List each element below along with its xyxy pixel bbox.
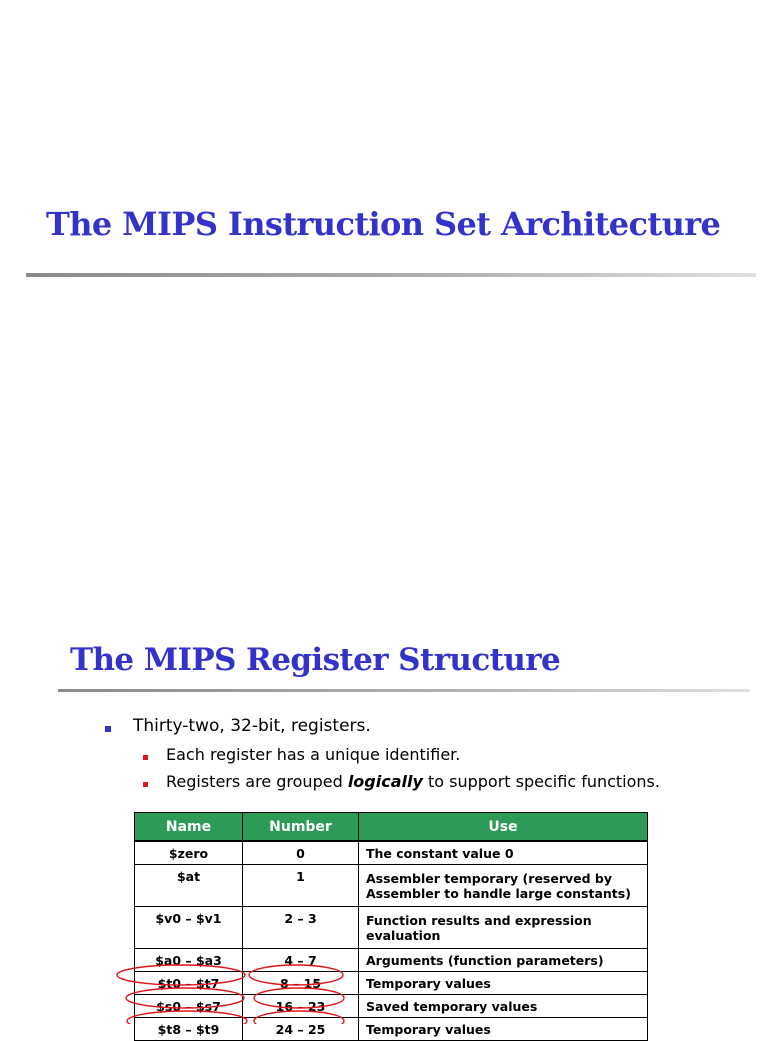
register-name: $zero [135, 841, 243, 865]
register-number: 24 – 25 [243, 1018, 359, 1041]
register-name: $a0 – $a3 [135, 949, 243, 972]
register-name: $at [135, 865, 243, 907]
register-number: 1 [243, 865, 359, 907]
register-use: Assembler temporary (reserved by Assembler to handle large constants) [359, 865, 648, 907]
register-name: $t8 – $t9 [135, 1018, 243, 1041]
register-table [134, 812, 648, 1041]
table-row [135, 972, 648, 995]
register-use: Temporary values [359, 1018, 648, 1041]
sub-bullet-text: Registers are grouped [166, 772, 348, 791]
table-row [135, 865, 648, 907]
emphasis-text: logically [347, 772, 423, 791]
slide-2-title: The MIPS Register Structure [70, 642, 561, 678]
register-use: Temporary values [359, 972, 648, 995]
bullet-square-icon [105, 726, 111, 732]
bullet-item: Thirty-two, 32-bit, registers. [133, 716, 371, 736]
slide-2 [0, 600, 768, 1037]
table-row [135, 841, 648, 865]
register-use: Arguments (function parameters) [359, 949, 648, 972]
sub-bullet-item: Each register has a unique identifier. [166, 745, 461, 764]
register-number: 0 [243, 841, 359, 865]
title-divider [26, 273, 756, 277]
sub-bullet-square-icon [143, 782, 148, 787]
title-divider [58, 689, 750, 692]
column-header-name: Name [135, 813, 243, 842]
column-header-use: Use [359, 813, 648, 842]
sub-bullet-square-icon [143, 755, 148, 760]
register-number: 8 – 15 [243, 972, 359, 995]
table-row [135, 1018, 648, 1041]
register-name: $s0 – $s7 [135, 995, 243, 1018]
table-row [135, 949, 648, 972]
register-number: 2 – 3 [243, 907, 359, 949]
table-row [135, 995, 648, 1018]
register-number: 16 – 23 [243, 995, 359, 1018]
sub-bullet-text: to support specific functions. [422, 772, 660, 791]
table-row [135, 907, 648, 949]
slide-1-title: The MIPS Instruction Set Architecture [46, 205, 721, 243]
register-use: Saved temporary values [359, 995, 648, 1018]
register-name: $t0 – $t7 [135, 972, 243, 995]
register-use: Function results and expression evaluation [359, 907, 648, 949]
register-number: 4 – 7 [243, 949, 359, 972]
register-use: The constant value 0 [359, 841, 648, 865]
table-header-row [135, 813, 648, 842]
column-header-number: Number [243, 813, 359, 842]
register-name: $v0 – $v1 [135, 907, 243, 949]
sub-bullet-item [166, 772, 660, 791]
